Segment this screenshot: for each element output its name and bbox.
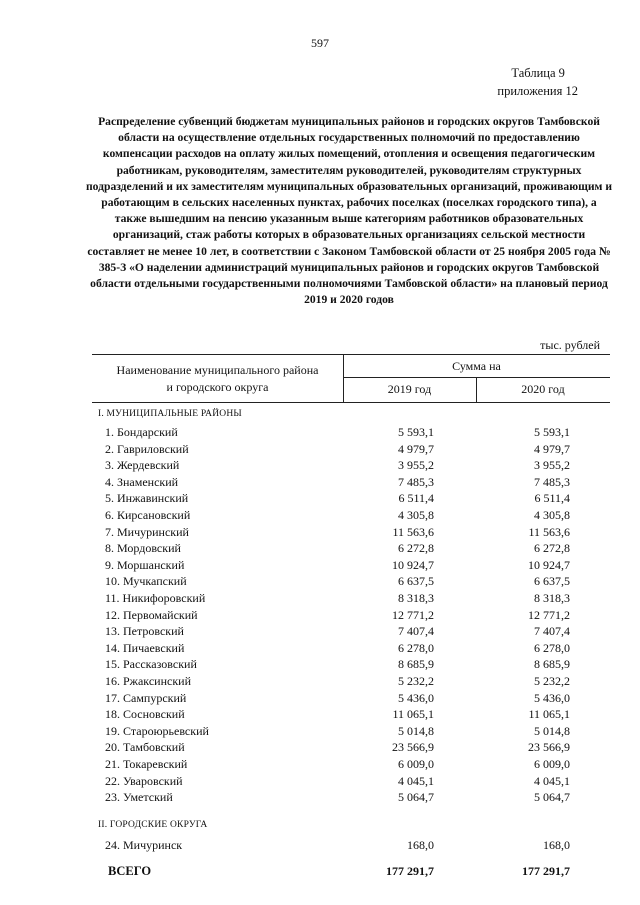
row-value-2019: 6 278,0 [398, 640, 434, 655]
header-name-line1: Наименование муниципального района [116, 363, 319, 377]
row-name: 6. Кирсановский [105, 508, 191, 522]
row-value-2019: 5 232,2 [398, 674, 434, 688]
row-value-2019: 4 305,8 [398, 508, 434, 522]
row-value-2020: 6 278,0 [534, 640, 570, 655]
row-value-2019: 168,0 [407, 838, 434, 852]
row-value-2020: 5 232,2 [534, 674, 570, 688]
header-name-line2: и городского округа [166, 380, 269, 394]
row-value-2020: 4 305,8 [534, 508, 570, 522]
document-title: Распределение субвенций бюджетам муниципальных районов и городских округов Тамбовской области на осуществление отдельных государственных полномочий по предоставлению компенсации расходов на оплату жилых помещений, отопления и освещения педагогическим работникам, руководителям, заместителям руководителей, руководителям структурных подразделений и их заместителям муниципальных образовательных организаций, проживающим и работающим в сельских населенных пунктах, рабочих поселках (поселках городского типа), а также вышедшим на пенсию указанным выше категориям работников образовательных организаций, стаж работы которых в образовательных организациях сельской местности составляет не менее 10 лет, в соответствии с Законом Тамбовской области от 25 ноября 2005 года № 385-З «О наделении администраций муниципальных районов и городских округов Тамбовской области отдельными государственными полномочиями Тамбовской области» на плановый период 2019 и 2020 годов [85, 115, 613, 307]
row-value-2019: 5 014,8 [398, 723, 434, 738]
row-value-2020: 10 924,7 [528, 557, 570, 572]
row-name: 17. Сампурский [105, 690, 187, 705]
row-name: 12. Первомайский [105, 607, 198, 622]
row-name: 5. Инжавинский [105, 491, 189, 506]
row-value-2019: 7 407,4 [398, 624, 434, 639]
row-value-2019: 6 511,4 [398, 491, 434, 506]
row-name: 18. Сосновский [105, 707, 185, 722]
row-value-2019: 5 436,0 [398, 690, 434, 705]
total-label: ВСЕГО [108, 864, 152, 878]
row-value-2019: 3 955,2 [398, 458, 434, 473]
row-value-2020: 6 511,4 [534, 491, 570, 506]
row-value-2020: 7 485,3 [534, 474, 570, 489]
row-value-2019: 5 064,7 [398, 790, 434, 805]
row-value-2019: 5 593,1 [398, 425, 434, 439]
row-value-2020: 4 045,1 [534, 773, 570, 788]
total-value-2020: 177 291,7 [522, 864, 570, 878]
total-value-2019: 177 291,7 [386, 864, 434, 878]
row-value-2019: 8 685,9 [398, 657, 434, 672]
row-value-2019: 8 318,3 [398, 591, 434, 605]
table-label-line2: приложения 12 [497, 84, 578, 98]
row-value-2020: 5 436,0 [534, 690, 570, 705]
row-value-2020: 7 407,4 [534, 624, 570, 639]
row-value-2019: 12 771,2 [392, 607, 434, 622]
units-label: тыс. рублей [540, 338, 600, 352]
row-name: 7. Мичуринский [105, 524, 189, 539]
row-name: 14. Пичаевский [105, 640, 185, 655]
row-value-2019: 11 563,6 [392, 524, 434, 539]
section-city-districts: II. ГОРОДСКИЕ ОКРУГА [98, 820, 208, 830]
row-value-2020: 23 566,9 [528, 740, 570, 755]
row-value-2020: 6 009,0 [534, 757, 570, 771]
row-name: 13. Петровский [105, 624, 184, 639]
row-value-2019: 23 566,9 [392, 740, 434, 755]
row-value-2020: 5 014,8 [534, 723, 570, 738]
table-label [497, 64, 578, 100]
row-name: 1. Бондарский [105, 425, 178, 439]
row-value-2020: 8 318,3 [534, 591, 570, 605]
row-value-2019: 11 065,1 [392, 707, 434, 722]
row-name: 22. Уваровский [105, 773, 183, 788]
row-value-2020: 5 593,1 [534, 425, 570, 439]
row-value-2020: 4 979,7 [534, 441, 570, 456]
row-name: 2. Гавриловский [105, 441, 189, 456]
row-name: 4. Знаменский [105, 474, 179, 489]
row-value-2020: 6 637,5 [534, 574, 570, 589]
table-label-line1: Таблица 9 [511, 66, 565, 80]
row-name: 16. Ржаксинский [105, 674, 191, 688]
row-value-2020: 12 771,2 [528, 607, 570, 622]
row-value-2019: 10 924,7 [392, 557, 434, 572]
header-year-2019: 2019 год [387, 382, 432, 396]
row-name: 20. Тамбовский [105, 740, 185, 755]
row-name: 24. Мичуринск [105, 838, 183, 852]
row-name: 9. Моршанский [105, 557, 185, 572]
row-value-2020: 8 685,9 [534, 657, 570, 672]
row-name: 15. Рассказовский [105, 657, 197, 672]
row-value-2020: 6 272,8 [534, 541, 570, 556]
row-name: 23. Уметский [105, 790, 173, 805]
row-name: 8. Мордовский [105, 541, 181, 556]
header-bottom-rule [92, 402, 610, 403]
section-municipal-districts: I. МУНИЦИПАЛЬНЫЕ РАЙОНЫ [98, 409, 242, 419]
row-value-2019: 4 045,1 [398, 773, 434, 788]
row-name: 3. Жердевский [105, 458, 180, 473]
header-top-rule [92, 354, 610, 355]
row-name: 10. Мучкапский [105, 574, 187, 589]
row-value-2019: 6 009,0 [398, 757, 434, 771]
row-value-2019: 6 637,5 [398, 574, 434, 589]
row-name: 19. Староюрьевский [105, 723, 209, 738]
row-value-2020: 5 064,7 [534, 790, 570, 805]
row-value-2020: 168,0 [543, 838, 570, 852]
row-name: 21. Токаревский [105, 757, 188, 771]
page-number: 597 [311, 36, 329, 50]
header-sum-label: Сумма на [452, 359, 501, 373]
row-value-2020: 11 065,1 [528, 707, 570, 722]
row-value-2019: 7 485,3 [398, 474, 434, 489]
row-value-2019: 4 979,7 [398, 441, 434, 456]
row-value-2020: 11 563,6 [528, 524, 570, 539]
header-year-2020: 2020 год [521, 382, 565, 396]
row-value-2019: 6 272,8 [398, 541, 434, 556]
row-name: 11. Никифоровский [105, 591, 206, 605]
row-value-2020: 3 955,2 [534, 458, 570, 473]
header-name-column [92, 362, 343, 396]
